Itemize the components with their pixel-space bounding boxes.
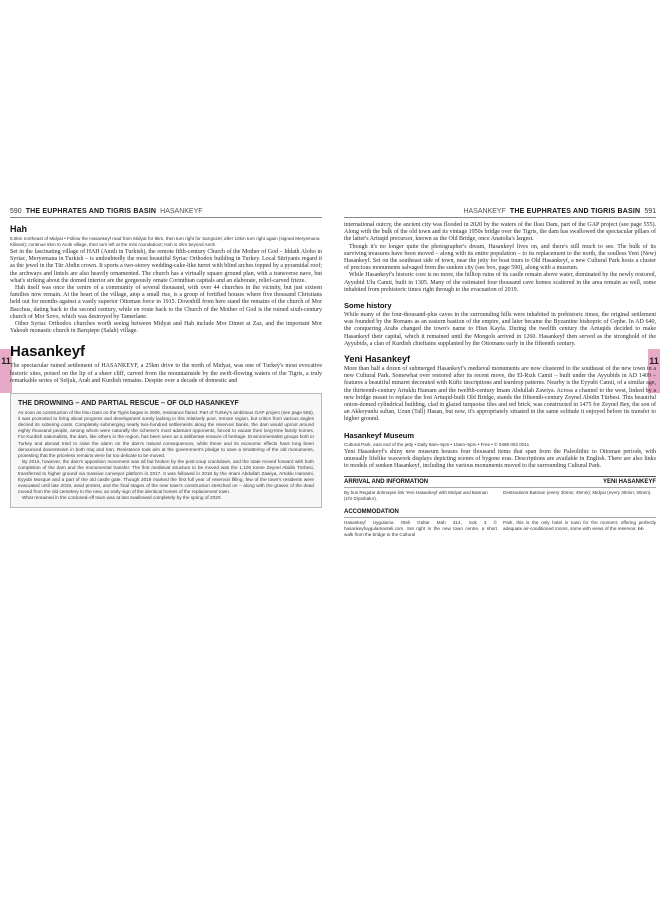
- page-number: 590: [10, 208, 22, 215]
- chapter-tab-right: 11: [648, 349, 660, 393]
- feature-box-paragraph: What remained in the cordoned-off town was at last swallowed completely by the spring of 2020.: [22, 495, 222, 501]
- hah-paragraph: Set in the fascinating village of HAH (Anıtlı in Turkish), the remote fifth-century Church of the Mother of God – Iddath Aloho in Syriac, Meryemana in Turkish – is undoubtedly the most beautiful Syriac Orthodox building in Turkey. Local Süriyanis regard it as the jewel in the Tür Abdin crown. It sports a two-storey wedding-cake-like turret with blind arches topped by a pyramidal roof; the archways and lintels are also heavily ornamented. The church has a virtually square ground plan, with a transverse nave, but what's striking about the domed interior are the gorgeously ornate Corinthian capitals and an elaborate, relief-carved frieze.: [10, 249, 322, 284]
- yeni-hasankeyf-heading: Yeni Hasankeyf: [344, 354, 411, 365]
- intro-paragraph: international outcry, the ancient city was flooded in 2020 by the waters of the Ilısu Dam, part of the GAP project (see page 555). Along with the bulk of the old town and its vintage 1950s bridge over the Tigris, the dam has swallowed the spectacular pillars of the latter's Artuqid precursor, known as the Old Bridge, once Anatolia's largest.: [344, 222, 656, 243]
- running-head-right: [344, 208, 656, 218]
- hasankeyf-heading: Hasankeyf: [10, 343, 86, 361]
- running-head-left: [10, 208, 322, 218]
- section-name: THE EUPHRATES AND TIGRIS BASIN: [25, 208, 157, 215]
- arrival-label: ARRIVAL AND INFORMATION: [344, 479, 429, 486]
- feature-box-paragraph: As soon as construction of the Ilısu Dam on the Tigris began in 2006, resistance flared. Part of Turkey's ambitious GAP project (see page 555), it was promoted to bring about progress and development sorely lacking in this relatively poor, remote region, but critics from various angles decried its sobering costs. Completely submerging nearly two-hundred settlements along the reservoir banks, the dam would uproot around eighty thousand people, among whom were naturally the scheme's most adamant opponents, forced to vacate their long-time family homes. For Kurdish nationalists, the dam, like others in the region, has been seen as a deliberate erasure of heritage. Environmentalist groups both in Turkey and abroad tried to raise the alarm on the dam's natural consequences, while these and its economic effects have long been denounced downstream in both Iraq and Iran. Resistance took aim at the government's pledge to save a smattering of the old monuments, protesting that the priceless remains were far too delicate to be moved.: [18, 410, 314, 458]
- intro-paragraph: Though it's no longer quite the photographer's dream, Hasankeyf lives on, and there's still much to see. The bulk of its surviving treasures have been moved – along with its entire population – to its replacement to the north, the soulless Yeni (New) Hasankeyf. Set on the southeast side of town, near the jetty for boat tours to Old Hasankeyf, a new Cultural Park hosts a cluster of precious monuments salvaged from the sunken city (see box, page 590), along with a museum.: [344, 243, 656, 272]
- hah-info: 8.5km northeast of Midyat • Follow the Hasankeyf road from Midyat for 6km, then turn right for Sarıgüzel; after 10km turn right again (signed Meryemana Kilisesi); continue 6km to Anıtlı village, then turn left at the mini roundabout; Hah is 2km beyond Anıtlı: [10, 236, 320, 247]
- museum-heading: Hasankeyf Museum: [344, 430, 415, 440]
- accommodation-listing: [344, 518, 656, 538]
- hah-paragraph: Hah itself was once the centre of a community of several thousand, with over 44 churches in the vicinity, but just sixteen families now remain. At the heart of the village, atop a small rise, is a group of fortified houses where five thousand Christians held out for months against a vastly superior Ottoman force in 1915. Downhill from here stand the remains of the church of Mor Bacchus, dating back to the second century, while en route back to the Church of the Mother of God is the ruined sixth-century church of Mor Sovo, which was destroyed by Tamerlane.: [10, 285, 322, 320]
- intro-paragraph: While Hasankeyf's historic core is no more, the hilltop ruins of its castle remain above water, dominated by the newly restored, Ayyubid Ulu Camii, built in 1305. Many of the estimated four thousand cave homes scattered in the area remain as well, some inhabited from prehistoric times right through to the evacuation of 2019.: [344, 272, 656, 293]
- section-name: THE EUPHRATES AND TIGRIS BASIN: [509, 208, 641, 215]
- museum-paragraph: Yeni Hasankeyf's shiny new museum houses four thousand items that span from the Paleolithic to Ottoman periods, with unusually lifelike waxwork displays depicting scenes of bygone eras. Descriptions are available in English. There are also links to models of sunken Hasankeyf, including the various monuments moved to the surrounding Cultural Park.: [344, 448, 656, 470]
- hah-heading: Hah: [10, 224, 28, 234]
- accommodation-heading: ACCOMMODATION: [344, 507, 656, 518]
- hah-paragraph: Other Syriac Orthodox churches worth seeing between Midyat and Hah include Mor Dimet at Zaz, and the important Mor Yakoub monastic church in Barıştepe (Salah) village.: [10, 321, 322, 335]
- page-number: 591: [644, 208, 656, 215]
- feature-box-title: THE DROWNING – AND PARTIAL RESCUE – OF OLD HASANKEYF: [18, 400, 239, 408]
- accommodation-col-2: Park, this is the only hotel in town for the moment, offering perfectly adequate air-conditioned rooms, some with views of the reservoir. ₺₺: [503, 520, 656, 532]
- history-paragraph: While many of the four-thousand-plus caves in the surrounding hills were inhabited in prehistoric times, the original settlement was founded by the Romans as an eastern bastion of the empire, and later became the Byzantine bishopric of Cephe. In AD 640, the conquering Arabs changed the town's name to Hisn Kayfa. During the twelfth century the Artuqids decided to make Hasankeyf their capital, which it remained until the Mongols arrived in 1260. Hasankeyf then served as the stronghold of the Ayyubids, a clan of Kurdish chieftains supplanted by the Ottomans early in the fifteenth century.: [344, 312, 656, 347]
- chapter-tab-left: 11: [0, 349, 12, 393]
- hasankeyf-paragraph: The spectacular ruined settlement of HASANKEYF, a 25km drive to the north of Midyat, was one of Turkey's most evocative historic sites, poised on the lip of a sheer cliff, carved from the mountainside by the swift-flowing waters of the Tigris, a truly remarkable series of Seljuk, Arab and Kurdish remains. Despite over a decade of domestic and: [10, 363, 322, 384]
- arrival-heading: [344, 476, 656, 488]
- feature-box: [10, 393, 322, 508]
- arrival-bus-info: By bus Regular dolmuşes link Yeni Hasankeyf with Midyat and Batman (1hr Diyarbakır).: [344, 490, 488, 502]
- museum-info: Cultural Park, east end of the jetty • Daily 8am–5pm • 10am–5pm • Free • © 0488 002 0011: [344, 441, 530, 447]
- right-page: [344, 208, 656, 538]
- arrival-listing: [344, 488, 656, 502]
- left-page: [10, 208, 322, 508]
- subsection-name: HASANKEYF: [463, 208, 506, 215]
- arrival-place: YENI HASANKEYF: [602, 479, 656, 486]
- arrival-destinations: Destinations Batman (every 30min; 45min); Midyat (every 30min; 30min).: [503, 490, 652, 496]
- feature-box-paragraph: By 2016, however, the dam's opposition movement was all but broken by the post-coup crackdown, and the state moved forward with both completion of the dam and the monumental transfer. The first medieval structure to be moved was the 1,100 tonne Zeynel Abidin Türbesi, transferred to higher ground via massive conveyor platform in 2017. It was followed in 2018 by the Imam Abdullah Zawiya, Artuklu Hamami, Eyyubi Mosque and a part of the old castle gate. Though 2019 marked the first full year of reservoir filling, few of the town's residents were evacuated until late 2019, amid protest, and the final stages of the new town's construction stretched on – along with the graves of the dead moved from the old cemetery to the new, an early sign of the identical homes of the replacement town.: [18, 458, 314, 495]
- yeni-hasankeyf-paragraph: More than half a dozen of submerged Hasankeyf's medieval monuments are now clustered to the southeast of the new town in a new Cultural Park. Somewhat over restored after its recent move, the El-Rızk Camii – built under the Ayyubids in AD 1409 – features a beautiful minaret decorated with Kufic inscriptions and teardrop patterns. Nearby is the Eyyubi Camii, of a similar age, the thirteenth-century Artuklu Hamam and the twelfth-century Imam Abdullah Zawiya. Across a channel to the west, linked by a new bridge meant to replace the lost Artuqid-built Old Bridge, stands the fifteenth-century Zeynel Abidin Türbesi. This beautiful onion-domed cylindrical building, clad in glazed turquoise tiles and red brick, was constructed in 1475 for Zeynel Bey, the son of an Akkoyunlu sultan, Uzun (Tall) Hasan, but now, it's appropriately situated in the same solitude it enjoyed before its transfer to higher ground.: [344, 366, 656, 423]
- subsection-name: HASANKEYF: [160, 208, 203, 215]
- accommodation-col-1: Hasankeyf Uygulama Oteli Gültür Mah 314, Sok 3 © hasankeyfuygulamaoteli.com. Set right in the new town centre, a short walk from the bridge to the Cultural: [344, 520, 497, 538]
- history-heading: Some history: [344, 301, 392, 311]
